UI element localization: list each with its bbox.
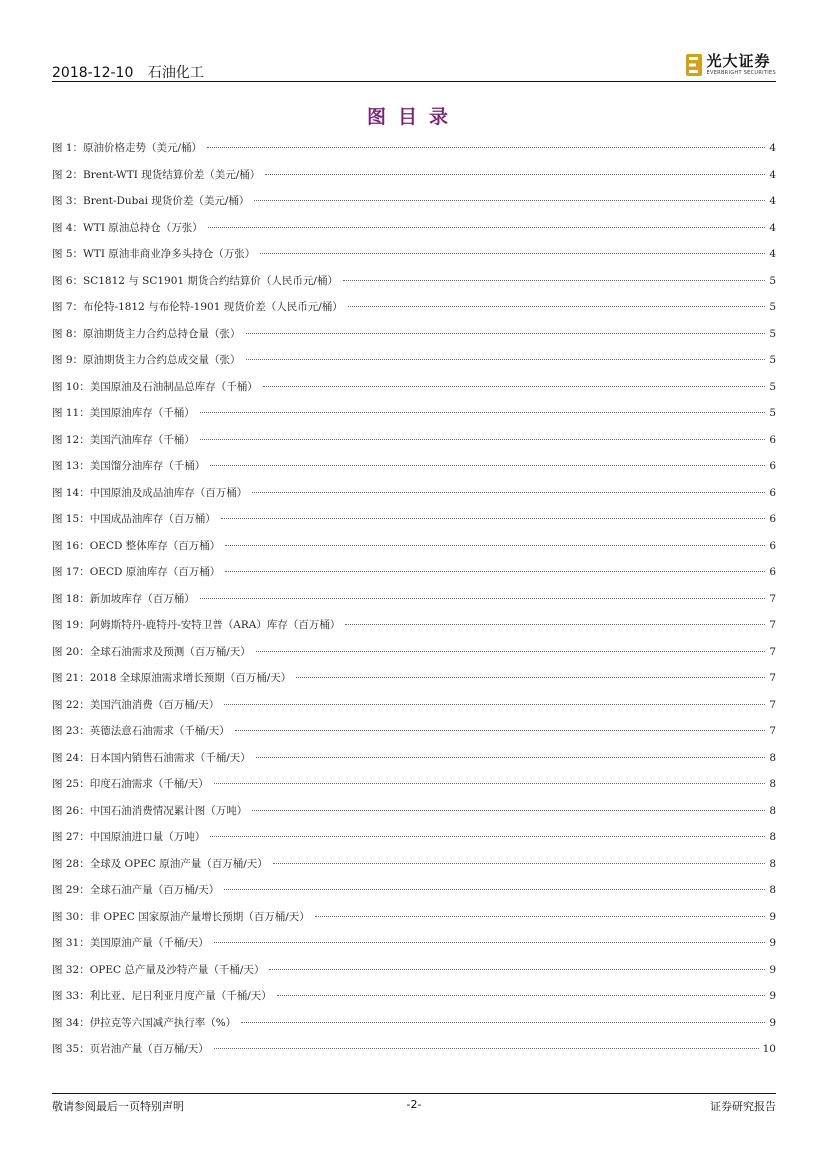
toc-leader-dots (345, 624, 765, 625)
toc-entry-page[interactable]: 10 (762, 1043, 776, 1055)
toc-leader-dots (208, 227, 766, 228)
toc-entry-page[interactable]: 5 (769, 354, 776, 366)
toc-entry[interactable] (52, 617, 776, 644)
toc-leader-dots (235, 730, 766, 731)
toc-entry-page[interactable]: 9 (769, 963, 776, 976)
toc-entry-label[interactable]: 图 5：WTI 原油非商业净多头持仓（万张） (52, 248, 256, 260)
toc-entry-page[interactable]: 4 (769, 195, 776, 207)
toc-entry-page[interactable]: 7 (769, 645, 776, 658)
toc-leader-dots (252, 492, 765, 493)
toc-leader-dots (296, 677, 765, 678)
toc-entry-label[interactable]: 图 22：美国汽油消费（百万桶/天） (52, 698, 220, 711)
toc-entry-page[interactable]: 9 (769, 1016, 776, 1029)
toc-entry[interactable] (52, 591, 776, 618)
toc-entry-page[interactable]: 5 (769, 301, 776, 313)
toc-leader-dots (256, 757, 766, 758)
toc-entry[interactable] (52, 511, 776, 538)
toc-entry-label[interactable]: 图 7：布伦特-1812 与布伦特-1901 现货价差（人民币元/桶） (52, 301, 343, 313)
toc-entry-page[interactable]: 5 (769, 327, 776, 340)
toc-leader-dots (246, 359, 766, 360)
toc-leader-dots (260, 253, 765, 254)
toc-entry[interactable] (52, 326, 776, 353)
toc-entry-page[interactable]: 8 (769, 884, 776, 896)
toc-entry[interactable] (52, 538, 776, 565)
toc-entry-page[interactable]: 9 (769, 990, 776, 1002)
toc-entry[interactable] (52, 564, 776, 591)
toc-leader-dots (252, 810, 765, 811)
toc-entry[interactable] (52, 776, 776, 803)
toc-leader-dots (273, 863, 766, 864)
toc-entry-label[interactable]: 图 24：日本国内销售石油需求（千桶/天） (52, 751, 251, 764)
toc-entry[interactable] (52, 273, 776, 300)
everbright-logo (685, 50, 776, 80)
toc-leader-dots (210, 836, 765, 837)
toc-entry-label[interactable]: 图 33：利比亚、尼日利亚月度产量（千桶/天） (52, 990, 272, 1002)
toc-leader-dots (269, 969, 765, 970)
toc-entry-label[interactable]: 图 31：美国原油产量（千桶/天） (52, 937, 209, 949)
toc-entry[interactable] (52, 935, 776, 962)
toc-entry[interactable] (52, 882, 776, 909)
toc-entry-page[interactable]: 6 (769, 433, 776, 446)
toc-leader-dots (256, 651, 766, 652)
toc-leader-dots (263, 386, 766, 387)
toc-entry-page[interactable]: 4 (769, 248, 776, 260)
toc-entry-label[interactable]: 图 4：WTI 原油总持仓（万张） (52, 221, 203, 234)
toc-entry-page[interactable]: 9 (769, 910, 776, 923)
toc-leader-dots (265, 174, 765, 175)
toc-entry-label[interactable]: 图 9：原油期货主力合约总成交量（张） (52, 354, 241, 366)
toc-entry[interactable] (52, 432, 776, 459)
toc-entry-label[interactable]: 图 25：印度石油需求（千桶/天） (52, 778, 209, 790)
toc-entry[interactable] (52, 803, 776, 830)
footer-report-type: 证券研究报告 (710, 1100, 776, 1113)
toc-leader-dots (207, 147, 765, 148)
logo-english-name: EVERBRIGHT SECURITIES (706, 70, 776, 76)
toc-entry-label[interactable]: 图 10：美国原油及石油制品总库存（千桶） (52, 380, 258, 393)
footer-divider (52, 1093, 776, 1094)
toc-leader-dots (224, 704, 765, 705)
toc-entry[interactable] (52, 140, 776, 167)
toc-entry-page[interactable]: 6 (769, 513, 776, 525)
toc-entry-page[interactable]: 4 (769, 142, 776, 154)
toc-entry-page[interactable]: 8 (769, 804, 776, 817)
toc-entry[interactable] (52, 193, 776, 220)
toc-entry-page[interactable]: 8 (769, 778, 776, 790)
toc-entry-page[interactable]: 6 (769, 460, 776, 472)
toc-entry-page[interactable]: 7 (769, 725, 776, 737)
header-date: 2018-12-10 (52, 65, 134, 81)
toc-entry-label[interactable]: 图 12：美国汽油库存（千桶） (52, 433, 195, 446)
toc-entry-page[interactable]: 7 (769, 592, 776, 605)
toc-leader-dots (214, 942, 766, 943)
toc-entry-page[interactable]: 8 (769, 857, 776, 870)
toc-entry-label[interactable]: 图 1：原油价格走势（美元/桶） (52, 142, 203, 154)
toc-entry-label[interactable]: 图 6：SC1812 与 SC1901 期货合约结算价（人民币元/桶） (52, 274, 338, 287)
footer-page-number: -2- (406, 1098, 422, 1111)
toc-entry[interactable] (52, 246, 776, 273)
toc-entry[interactable] (52, 458, 776, 485)
page-title: 图目录 (366, 106, 460, 128)
toc-entry[interactable] (52, 723, 776, 750)
toc-leader-dots (225, 545, 765, 546)
toc-leader-dots (315, 916, 766, 917)
toc-entry-label[interactable]: 图 3：Brent-Dubai 现货价差（美元/桶） (52, 195, 250, 207)
page-header (52, 50, 776, 82)
toc-leader-dots (214, 783, 766, 784)
toc-entry[interactable] (52, 962, 776, 989)
toc-entry-page[interactable]: 6 (769, 539, 776, 552)
toc-leader-dots (200, 439, 766, 440)
everbright-logo-icon (685, 53, 703, 77)
toc-entry-page[interactable]: 6 (769, 566, 776, 578)
toc-leader-dots (225, 571, 765, 572)
toc-entry[interactable] (52, 856, 776, 883)
toc-entry-label[interactable]: 图 29：全球石油产量（百万桶/天） (52, 884, 220, 896)
toc-leader-dots (214, 1048, 759, 1049)
toc-leader-dots (221, 518, 766, 519)
page-footer (52, 1098, 776, 1118)
header-divider (52, 81, 776, 82)
toc-entry-label[interactable]: 图 2：Brent-WTI 现货结算价差（美元/桶） (52, 168, 261, 181)
toc-entry[interactable] (52, 829, 776, 856)
toc-entry-page[interactable]: 4 (769, 168, 776, 181)
toc-entry[interactable] (52, 299, 776, 326)
toc-entry[interactable] (52, 220, 776, 247)
toc-entry-label[interactable]: 图 21：2018 全球原油需求增长预期（百万桶/天） (52, 672, 292, 684)
toc-entry-label[interactable]: 图 34：伊拉克等六国减产执行率（%） (52, 1016, 237, 1029)
toc-entry-label[interactable]: 图 35：页岩油产量（百万桶/天） (52, 1043, 209, 1055)
toc-entry-page[interactable]: 4 (769, 221, 776, 234)
toc-entry-label[interactable]: 图 18：新加坡库存（百万桶） (52, 592, 195, 605)
toc-entry-label[interactable]: 图 8：原油期货主力合约总持仓量（张） (52, 327, 241, 340)
toc-entry-label[interactable]: 图 19：阿姆斯特丹-鹿特丹-安特卫普（ARA）库存（百万桶） (52, 619, 341, 631)
header-sector: 石油化工 (147, 65, 204, 81)
toc-leader-dots (241, 1022, 765, 1023)
toc-leader-dots (254, 200, 765, 201)
header-info (52, 62, 214, 82)
logo-chinese-name: 光大证券 (706, 52, 771, 70)
toc-leader-dots (246, 333, 766, 334)
toc-entry[interactable] (52, 697, 776, 724)
toc-entry-label[interactable]: 图 16：OECD 整体库存（百万桶） (52, 539, 221, 552)
toc-entry-label[interactable]: 图 27：中国原油进口量（万吨） (52, 831, 206, 843)
toc-entry[interactable] (52, 750, 776, 777)
toc-entry[interactable] (52, 167, 776, 194)
toc-entry[interactable] (52, 405, 776, 432)
figure-table-of-contents (52, 140, 776, 1068)
toc-entry[interactable] (52, 988, 776, 1015)
toc-entry-page[interactable]: 7 (769, 672, 776, 684)
toc-entry[interactable] (52, 909, 776, 936)
toc-entry-label[interactable]: 图 23：英德法意石油需求（千桶/天） (52, 725, 230, 737)
toc-entry[interactable] (52, 644, 776, 671)
toc-entry[interactable] (52, 1041, 776, 1068)
toc-leader-dots (343, 280, 765, 281)
toc-entry[interactable] (52, 670, 776, 697)
toc-entry-page[interactable]: 5 (769, 407, 776, 419)
toc-entry[interactable] (52, 352, 776, 379)
footer-disclaimer: 敬请参阅最后一页特别声明 (52, 1100, 184, 1113)
toc-leader-dots (200, 598, 766, 599)
toc-entry-label[interactable]: 图 17：OECD 原油库存（百万桶） (52, 566, 221, 578)
toc-entry-page[interactable]: 7 (769, 619, 776, 631)
toc-entry-label[interactable]: 图 26：中国石油消费情况累计图（万吨） (52, 804, 248, 817)
toc-leader-dots (200, 412, 766, 413)
toc-entry-page[interactable]: 8 (769, 831, 776, 843)
toc-entry-label[interactable]: 图 30：非 OPEC 国家原油产量增长预期（百万桶/天） (52, 910, 310, 923)
toc-leader-dots (348, 306, 766, 307)
toc-entry-page[interactable]: 9 (769, 937, 776, 949)
toc-leader-dots (224, 889, 765, 890)
toc-entry-label[interactable]: 图 15：中国成品油库存（百万桶） (52, 513, 216, 525)
toc-entry-label[interactable]: 图 11：美国原油库存（千桶） (52, 407, 195, 419)
toc-entry-page[interactable]: 7 (769, 698, 776, 711)
toc-leader-dots (210, 465, 765, 466)
toc-entry-label[interactable]: 图 13：美国馏分油库存（千桶） (52, 460, 206, 472)
toc-entry-page[interactable]: 5 (769, 274, 776, 287)
toc-entry-label[interactable]: 图 20：全球石油需求及预测（百万桶/天） (52, 645, 251, 658)
toc-leader-dots (277, 995, 766, 996)
toc-entry[interactable] (52, 485, 776, 512)
toc-entry-page[interactable]: 8 (769, 751, 776, 764)
toc-entry-label[interactable]: 图 32：OPEC 总产量及沙特产量（千桶/天） (52, 963, 265, 976)
toc-entry-label[interactable]: 图 14：中国原油及成品油库存（百万桶） (52, 486, 248, 499)
toc-entry-page[interactable]: 5 (769, 380, 776, 393)
toc-entry-page[interactable]: 6 (769, 486, 776, 499)
toc-entry[interactable] (52, 1015, 776, 1042)
toc-entry[interactable] (52, 379, 776, 406)
toc-entry-label[interactable]: 图 28：全球及 OPEC 原油产量（百万桶/天） (52, 857, 268, 870)
